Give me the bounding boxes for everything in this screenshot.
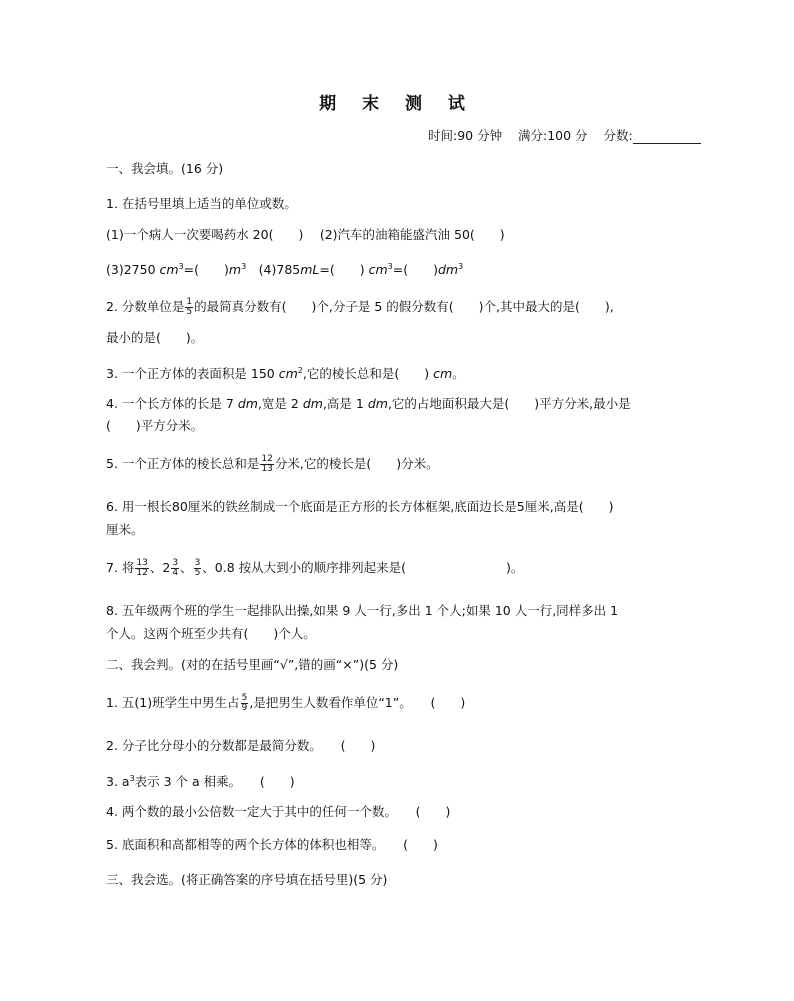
exam-meta [428,126,701,144]
unit-ml: mL [300,262,320,278]
q4-line1: 4. 一个长方体的长是 7 dm,宽是 2 dm,高是 1 dm,它的占地面积最大是( )平方分米,最小是 [106,396,631,411]
judge-5: 5. 底面积和高都相等的两个长方体的体积也相等。 ( ) [106,837,438,852]
unit-cm: cm [278,366,298,382]
q2-post: 的最简真分数有( )个,分子是 5 的假分数有( )个,其中最大的是( ), [194,299,614,314]
section-3-heading: 三、我会选。(将正确答案的序号填在括号里)(5 分) [106,872,388,887]
score-label: 分数: [603,128,633,143]
section-2-heading: 二、我会判。(对的在括号里画“√”,错的画“×”)(5 分) [106,657,399,672]
unit-cm: cm [159,262,179,278]
q5-line: 5. 一个正方体的棱长总和是 $\frac{12}{13}$ 分米,它的棱长是( )分米。 [106,454,439,474]
q2-fraction: $\frac{1}{5}$ [186,297,193,317]
q5-fraction: $\frac{12}{13}$ [261,454,273,474]
q1-p4-blank2: =( ) [392,262,438,278]
unit-m: m [228,262,242,278]
q1-line1: (1)一个病人一次要喝药水 20( ) (2)汽车的油箱能盛汽油 50( ) [106,227,505,242]
q8-line1: 8. 五年级两个班的学生一起排队出操,如果 9 人一行,多出 1 个人;如果 10 人一行,同样多出 1 [106,603,619,618]
j1-fraction: $\frac{5}{9}$ [241,693,248,713]
q2-line2: 最小的是( )。 [106,330,204,345]
unit-cm: cm [433,366,453,382]
q2-line1 [106,298,614,317]
judge-4: 4. 两个数的最小公倍数一定大于其中的任何一个数。 ( ) [106,804,451,819]
q7-line: 7. 将 $\frac{13}{12}$ 、2 $\frac{3}{4}$ 、 $\frac{3}{5}$ 、0.8 按从大到小的顺序排列起来是( )。 [106,558,524,578]
q4-line2: ( )平方分米。 [106,418,204,433]
judge-2: 2. 分子比分母小的分数都是最简分数。 ( ) [106,738,376,753]
judge-3: 3. $a^3$表示 3 个 a 相乘。 ( ) [106,774,295,790]
full-score-label: 满分:100 分 [518,128,588,143]
q2-pre: 2. 分数单位是 [106,299,185,314]
q3-line: 3. 一个正方体的表面积是 150 $cm^2$,它的棱长总和是( ) cm。 [106,366,465,382]
q7-fraction-2: $\frac{3}{4}$ [172,558,179,578]
judge-1: 1. 五(1)班学生中男生占 $\frac{5}{9}$ ,是把男生人数看作单位“1”。 ( ) [106,693,466,713]
q6-line2: 厘米。 [106,522,144,537]
time-label: 时间:90 分钟 [428,128,503,143]
q7-fraction-1: $\frac{13}{12}$ [136,558,148,578]
q1-text: 1. 在括号里填上适当的单位或数。 [106,196,297,211]
unit-cm-2: cm [368,262,388,278]
q7-fraction-3: $\frac{3}{5}$ [194,558,201,578]
q1-p4-blank1: =( ) [319,262,369,278]
section-1-heading: 一、我会填。(16 分) [106,161,224,176]
q1-p4-text: (4)785 [246,262,301,278]
q1-p3-blank: =( ) [183,262,229,278]
score-blank[interactable] [633,129,701,144]
q1-line2: (3)2750 $cm^3=$( )$m^3$ (4)785mL=( ) $cm^3=$( )$dm^3$ [106,262,464,278]
unit-dm: dm [437,262,459,278]
q8-line2: 个人。这两个班至少共有( )个人。 [106,626,316,641]
q6-line1: 6. 用一根长80厘米的铁丝制成一个底面是正方形的长方体框架,底面边长是5厘米,高是( ) [106,499,614,514]
q1-p3-text: (3)2750 [106,262,160,278]
page-title: 期 末 测 试 [319,94,475,114]
